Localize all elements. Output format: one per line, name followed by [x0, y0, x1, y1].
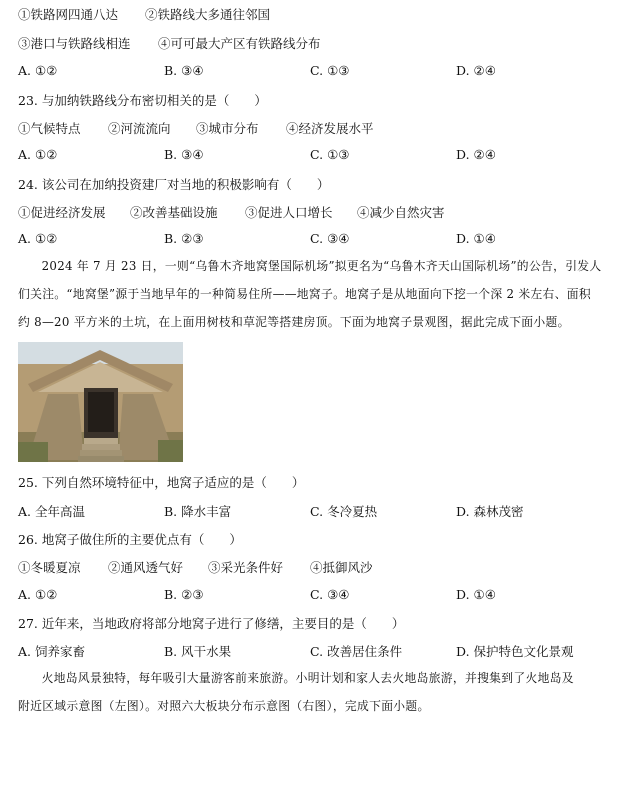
- q24-item-3: ③促进人口增长: [245, 205, 333, 220]
- q23-option-b: B. ③④: [164, 147, 204, 162]
- q23-option-d: D. ②④: [456, 147, 496, 162]
- passage-diwozi: [18, 252, 614, 336]
- q26-item-2: ②通风透气好: [108, 560, 184, 575]
- q22-item-4: ④可可最大产区有铁路线分布: [158, 36, 321, 51]
- q22-item-2: ②铁路线大多通往邻国: [145, 7, 271, 22]
- q27-option-c: C. 改善居住条件: [310, 644, 403, 659]
- q26-item-3: ③采光条件好: [208, 560, 284, 575]
- q24-item-4: ④减少自然灾害: [357, 205, 445, 220]
- q23-option-a: A. ①②: [18, 147, 58, 162]
- passage-tierra-del-fuego-line-1: 火地岛风景独特，每年吸引大量游客前来旅游。小明计划和家人去火地岛旅游，并搜集到了火地岛及: [41, 671, 574, 685]
- q26-option-d: D. ①④: [456, 587, 496, 602]
- q26-item-4: ④抵御风沙: [310, 560, 373, 575]
- q24-item-1: ①促进经济发展: [18, 205, 106, 220]
- q24-option-b: B. ②③: [164, 231, 204, 246]
- q23-item-4: ④经济发展水平: [286, 121, 374, 136]
- q27-option-a: A. 饲养家畜: [18, 644, 85, 659]
- q22-item-1: ①铁路网四通八达: [18, 7, 119, 22]
- diwozi-photo: [18, 342, 183, 462]
- q27-option-b: B. 风干水果: [164, 644, 232, 659]
- q27-stem: 27. 近年来，当地政府将部分地窝子进行了修缮，主要目的是（ ）: [18, 616, 405, 631]
- q25-option-d: D. 森林茂密: [456, 504, 524, 519]
- passage-diwozi-line-1: 2024 年 7 月 23 日，一则“乌鲁木齐地窝堡国际机场”拟更名为“乌鲁木齐天山国际机场”的公告，引发人: [41, 259, 602, 273]
- q27-option-d: D. 保护特色文化景观: [456, 644, 574, 659]
- q23-item-3: ③城市分布: [196, 121, 259, 136]
- q25-option-a: A. 全年高温: [18, 504, 85, 519]
- q22-item-3: ③港口与铁路线相连: [18, 36, 131, 51]
- q24-stem: 24. 该公司在加纳投资建厂对当地的积极影响有（ ）: [18, 177, 330, 192]
- q24-option-d: D. ①④: [456, 231, 496, 246]
- q26-stem: 26. 地窝子做住所的主要优点有（ ）: [18, 532, 242, 547]
- passage-diwozi-line-3: 约 8—20 平方米的土坑，在上面用树枝和草泥等搭建房顶。下面为地窝子景观图，据此完成下面小题。: [18, 315, 570, 329]
- passage-tierra-del-fuego-line-2: 附近区域示意图（左图）。对照六大板块分布示意图（右图），完成下面小题。: [18, 699, 430, 713]
- q22-option-b: B. ③④: [164, 63, 204, 78]
- q26-option-c: C. ③④: [310, 587, 350, 602]
- q26-option-b: B. ②③: [164, 587, 204, 602]
- q23-item-1: ①气候特点: [18, 121, 81, 136]
- q23-item-2: ②河流流向: [108, 121, 171, 136]
- q24-item-2: ②改善基础设施: [130, 205, 218, 220]
- q25-stem: 25. 下列自然环境特征中，地窝子适应的是（ ）: [18, 475, 305, 490]
- q25-option-b: B. 降水丰富: [164, 504, 232, 519]
- passage-tierra-del-fuego: [18, 664, 614, 720]
- q26-option-a: A. ①②: [18, 587, 58, 602]
- q23-option-c: C. ①③: [310, 147, 350, 162]
- q22-option-c: C. ①③: [310, 63, 350, 78]
- q22-option-d: D. ②④: [456, 63, 496, 78]
- q24-option-a: A. ①②: [18, 231, 58, 246]
- q23-stem: 23. 与加纳铁路线分布密切相关的是（ ）: [18, 93, 267, 108]
- q25-option-c: C. 冬冷夏热: [310, 504, 378, 519]
- q24-option-c: C. ③④: [310, 231, 350, 246]
- passage-diwozi-line-2: 们关注。“地窝堡”源于当地早年的一种简易住所——地窝子。地窝子是从地面向下挖一个深 2 米左右、面积: [18, 287, 591, 301]
- q22-option-a: A. ①②: [18, 63, 58, 78]
- q26-item-1: ①冬暖夏凉: [18, 560, 81, 575]
